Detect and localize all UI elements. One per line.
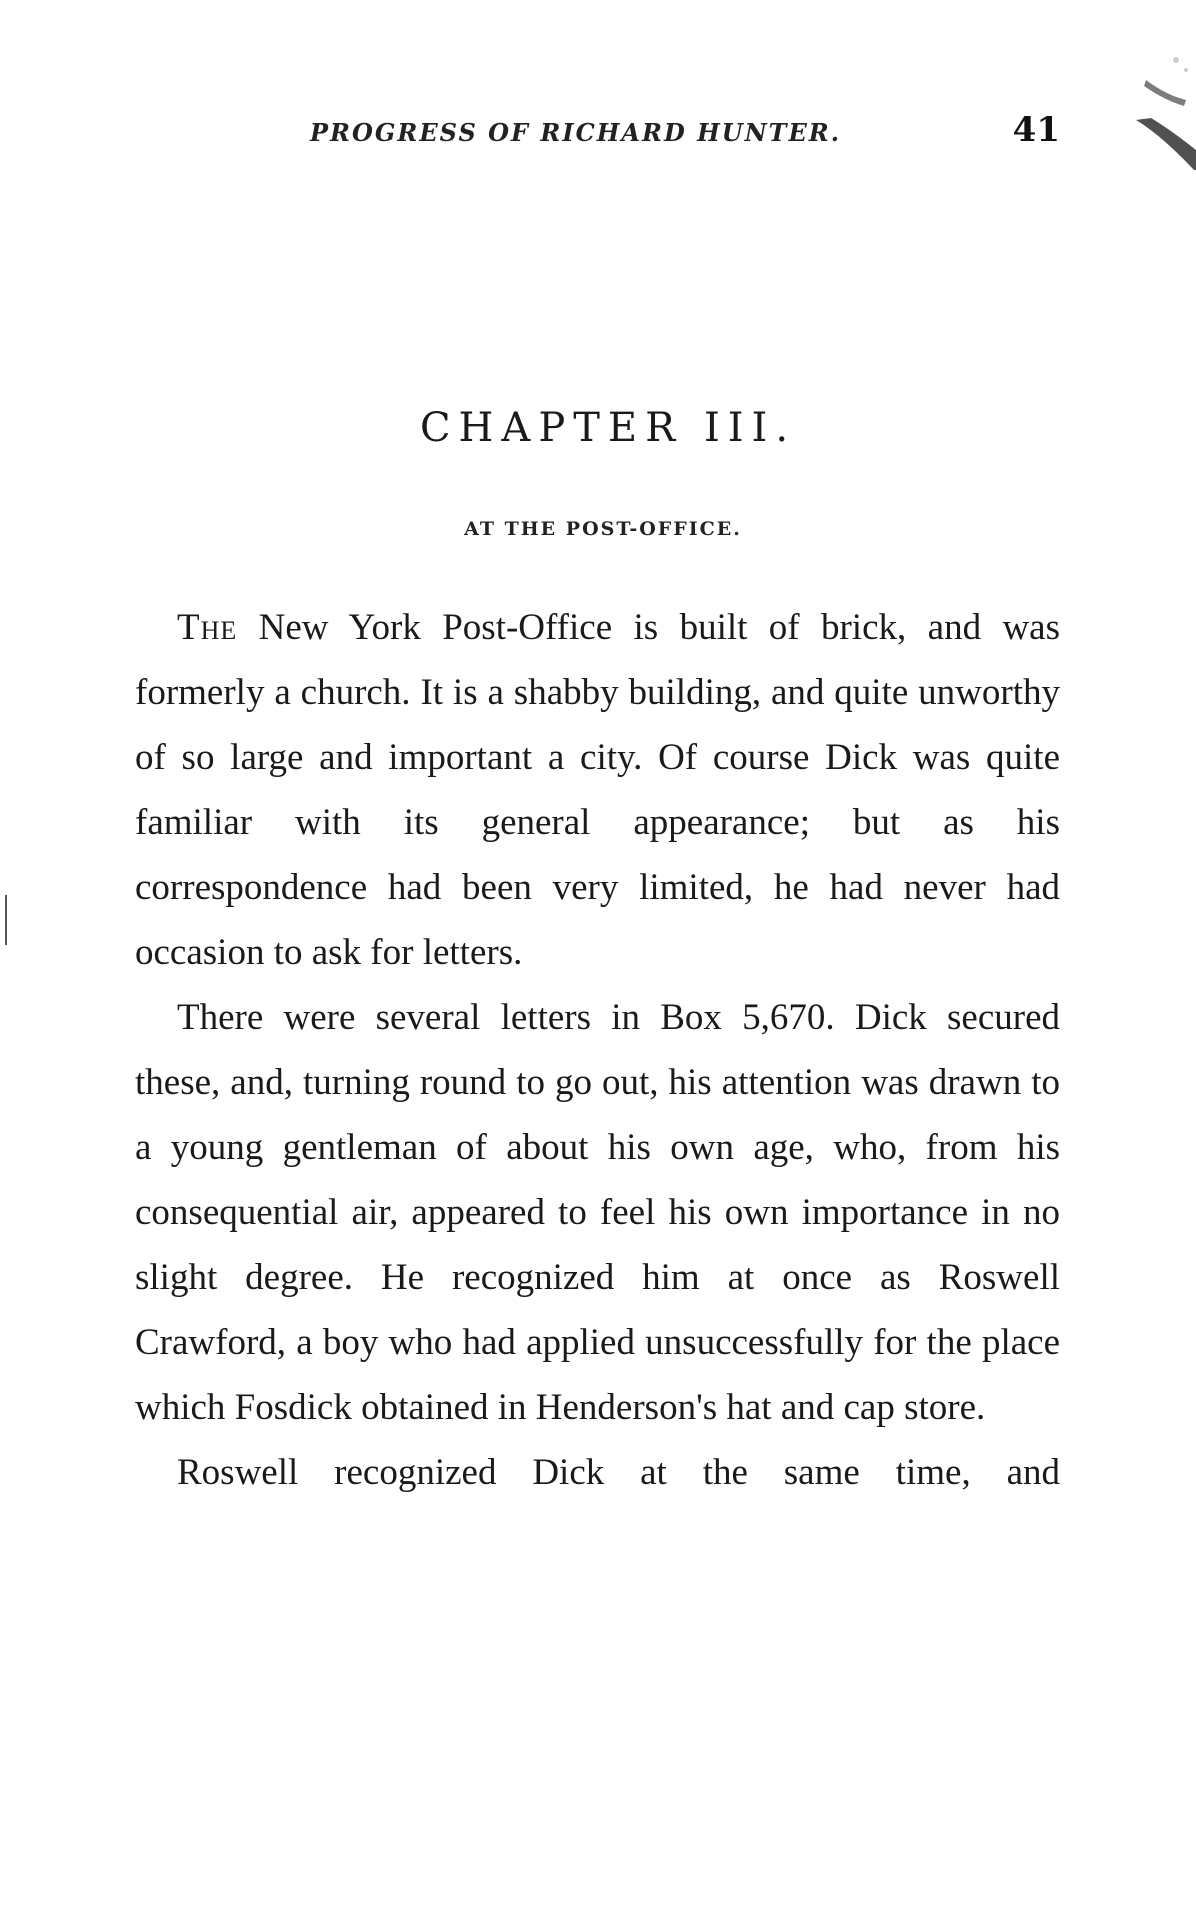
paragraph-2: There were several letters in Box 5,670. Dick secured these, and, turning round to go out, his attention was drawn to a young gentleman of about his own age, who, from his consequential air, appeared to feel his own importance in no slight degree. He recognized him at once as Roswell Crawford, a boy who had applied unsuccessfully for the place which Fosdick obtained in Henderson's hat and cap store. — [135, 997, 1060, 1428]
page-number: 41 — [1012, 110, 1060, 150]
running-head — [310, 110, 1060, 160]
paragraph-1-text: New York Post-Office is built of brick, and was formerly a church. It is a shabby building, and quite unworthy of so large and important a city. Of course Dick was quite familiar with its general appearance; but as his correspondence had been very limited, he had never had occasion to ask for letters. — [135, 607, 1060, 973]
paragraph-3: Roswell recognized Dick at the same time, and — [177, 1452, 1060, 1493]
chapter-title: CHAPTER III. — [419, 405, 797, 451]
running-title: PROGRESS OF RICHARD HUNTER. — [310, 118, 842, 147]
chapter-subtitle: AT THE POST-OFFICE. — [464, 518, 742, 540]
scan-smudge-decoration — [1116, 40, 1196, 170]
paragraph-1 — [135, 595, 1060, 985]
margin-mark — [5, 895, 7, 945]
lead-word: The — [177, 607, 238, 648]
body-text — [135, 595, 1060, 1505]
